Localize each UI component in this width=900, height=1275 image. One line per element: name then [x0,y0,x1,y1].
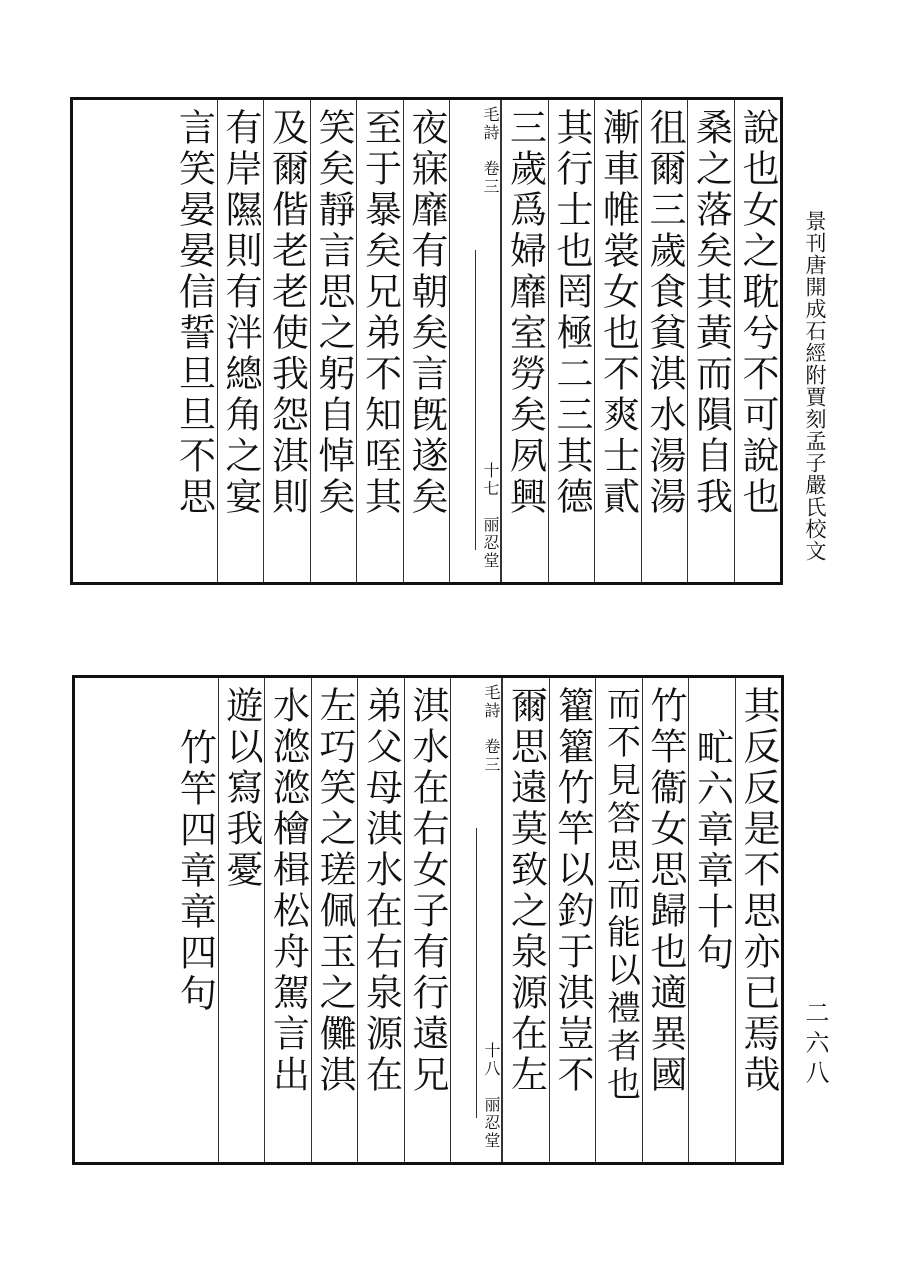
text-column: 三歲爲婦靡室勞矣夙興 [501,100,548,582]
center-hall: 丽忍堂 [481,516,500,570]
book-title: 景刊唐開成石經附賈刻孟子嚴氏校文 [803,210,827,562]
text-column: 弟父母淇水在右泉源在 [357,678,404,1162]
center-footer [450,462,500,570]
text-column: 夜寐靡有朝矣言旣遂矣 [403,100,450,582]
text-column: 及爾偕老老使我怨淇則 [263,100,310,582]
text-column: 笑矣靜言思之躬自悼矣 [310,100,357,582]
text-column: 淇水在右女子有行遠兄 [404,678,451,1162]
center-title: 毛詩 [481,106,500,142]
text-column: 遊以寫我憂 [218,678,265,1162]
text-column: 言笑晏晏信誓旦旦不思 [172,108,216,518]
center-folio: 十七 [481,462,500,498]
text-column: 而不見答思而能以禮者也 [595,678,642,1162]
lower-leaf [72,675,784,1165]
upper-leaf [70,97,783,585]
center-fold-column [449,100,501,582]
center-fold-column [450,678,502,1162]
center-heading [450,106,500,196]
text-column: 至于暴矣兄弟不知咥其 [356,100,403,582]
center-folio: 十八 [482,1042,501,1078]
text-column: 其行士也罔極二三其德 [548,100,595,582]
text-column: 漸車帷裳女也不爽士貳 [594,100,641,582]
center-title: 毛詩 [482,684,501,720]
text-column: 爾思遠莫致之泉源在左 [502,678,549,1162]
center-heading [451,684,501,774]
text-column: 說也女之耽兮不可說也 [734,100,781,582]
center-hall: 丽忍堂 [482,1096,501,1150]
text-column: 竹竿衞女思歸也適異國 [642,678,689,1162]
text-column: 徂爾三歲食貧淇水湯湯 [641,100,688,582]
text-column: 甿六章章十句 [688,678,735,1162]
center-volume: 卷三 [482,738,501,774]
text-column: 左巧笑之瑳佩玉之儺淇 [311,678,358,1162]
center-footer [451,1042,501,1150]
center-volume: 卷三 [481,160,500,196]
text-column: 有岸隰則有泮總角之宴 [217,100,264,582]
text-column: 桑之落矣其黃而隕自我 [687,100,734,582]
text-column: 其反反是不思亦已焉哉 [735,678,782,1162]
text-column: 籊籊竹竿以釣于淇豈不 [549,678,596,1162]
page-number: 二六八 [801,1000,829,1090]
text-column: 水滺滺檜楫松舟駕言出 [264,678,311,1162]
text-column: 竹竿四章章四句 [173,728,217,1015]
